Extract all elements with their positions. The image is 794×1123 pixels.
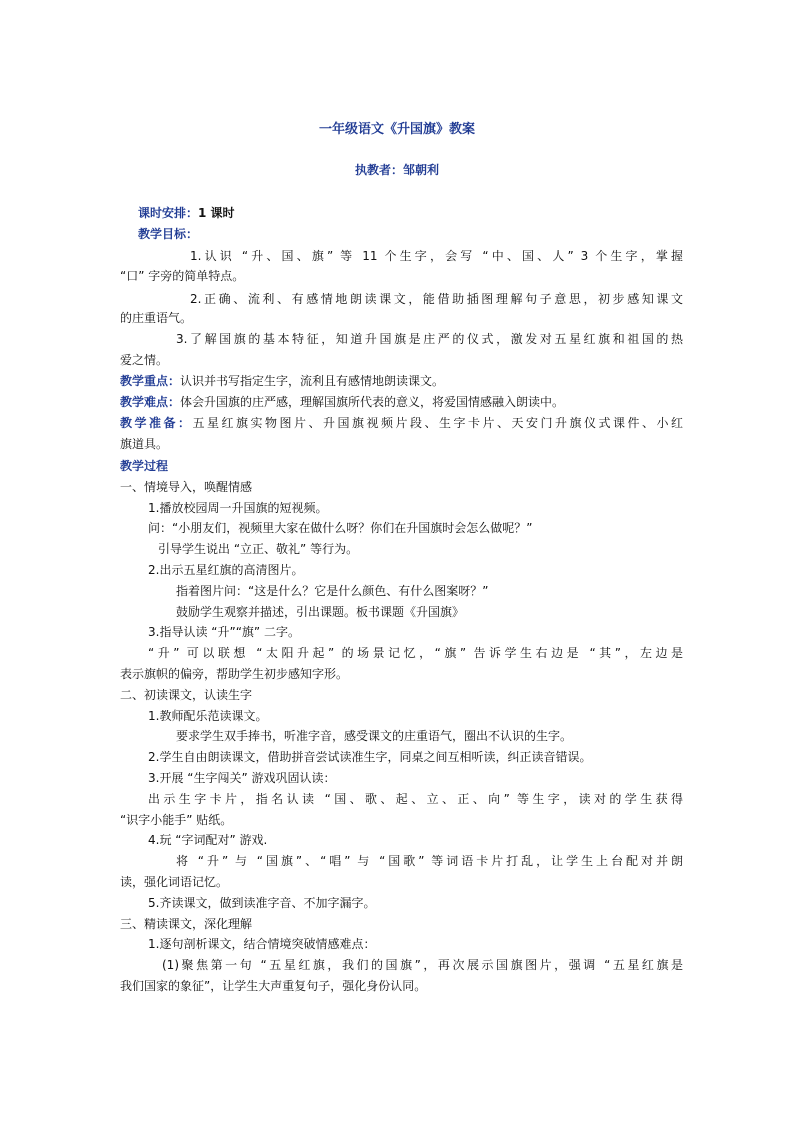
preparation-value-1: 五星红旗实物图片、升国旗视频片段、生字卡片、天安门升旗仪式课件、小红 [192, 416, 683, 430]
section-3-line: 1.逐句剖析课文，结合情境突破情感难点： [148, 937, 376, 951]
section-1-line: 引导学生说出 “立正、敬礼” 等行为。 [158, 542, 359, 556]
goals-label: 教学目标： [138, 227, 199, 241]
section-2-line: 将 “升” 与 “国旗”、“唱” 与 “国歌” 等词语卡片打乱，让学生上台配对并朗 [176, 854, 683, 868]
section-2-line: 1.教师配乐范读课文。 [148, 709, 268, 723]
section-1-heading: 一、情境导入，唤醒情感 [120, 480, 253, 494]
section-1-line: 3.指导认读 “升”“旗” 二字。 [148, 625, 300, 639]
schedule-value: 1 课时 [198, 206, 235, 220]
section-1-line: 指着图片问：“这是什么？它是什么颜色、有什么图案呀？” [176, 584, 489, 598]
section-3-line: 我们国家的象征”，让学生大声重复句子，强化身份认同。 [120, 979, 427, 993]
section-3-line: (1)聚焦第一句 “五星红旗，我们的国旗”，再次展示国旗图片，强调 “五星红旗是 [162, 958, 683, 972]
section-2-line: 4.玩 “字词配对” 游戏. [148, 833, 268, 847]
section-2-heading: 二、初读课文，认读生字 [120, 688, 253, 702]
preparation-line-1 [120, 415, 683, 431]
section-1-line: 表示旗帜的偏旁，帮助学生初步感知字形。 [120, 667, 349, 681]
section-2-line: “识字小能手” 贴纸。 [120, 813, 233, 827]
section-1-line: 1.播放校园周一升国旗的短视频。 [148, 501, 328, 515]
key-point-label: 教学重点： [120, 374, 181, 388]
section-2-line: 5.齐读课文，做到读准字音、不加字漏字。 [148, 896, 376, 910]
section-1-line: 2.出示五星红旗的高清图片。 [148, 563, 304, 577]
schedule-label: 课时安排： [138, 206, 199, 220]
key-point-value: 认识并书写指定生字，流利且有感情地朗读课文。 [180, 374, 445, 388]
section-1-line: 鼓励学生观察并描述，引出课题。板书课题《升国旗》 [176, 605, 465, 619]
document-author: 执教者：邹朝利 [354, 163, 439, 177]
goal-1-line-1: 1.认识 “升、国、旗” 等 11 个生字，会写 “中、国、人” 3 个生字，掌握 [190, 249, 683, 263]
difficulty-label: 教学难点： [120, 395, 181, 409]
section-2-line: 出示生字卡片，指名认读 “国、歌、起、立、正、向” 等生字，读对的学生获得 [148, 792, 683, 806]
difficulty-value: 体会升国旗的庄严感，理解国旗所代表的意义，将爱国情感融入朗读中。 [180, 395, 565, 409]
difficulty-line [120, 394, 564, 410]
section-2-line: 要求学生双手捧书，听准字音，感受课文的庄重语气，圈出不认识的生字。 [176, 729, 573, 743]
process-label: 教学过程 [120, 459, 169, 473]
section-2-line: 读，强化词语记忆。 [120, 875, 229, 889]
goal-3-line-1: 3.了解国旗的基本特征，知道升国旗是庄严的仪式，激发对五星红旗和祖国的热 [176, 332, 683, 346]
section-1-line: “升” 可以联想 “太阳升起” 的场景记忆，“旗” 告诉学生右边是 “其”，左边是 [148, 646, 683, 660]
section-2-line: 2.学生自由朗读课文，借助拼音尝试读准生字，同桌之间互相听读，纠正读音错误。 [148, 750, 592, 764]
goal-2-line-2: 的庄重语气。 [120, 311, 193, 325]
preparation-line-2: 旗道具。 [120, 437, 169, 451]
schedule-line [138, 205, 235, 221]
section-3-heading: 三、精读课文，深化理解 [120, 917, 253, 931]
key-point-line [120, 373, 444, 389]
goal-3-line-2: 爱之情。 [120, 353, 169, 367]
section-1-line: 问：“小朋友们，视频里大家在做什么呀？你们在升国旗时会怎么做呢？” [148, 521, 533, 535]
document-title: 一年级语文《升国旗》教案 [318, 122, 475, 137]
goal-1-line-2: “口” 字旁的简单特点。 [120, 269, 245, 283]
goal-2-line-1: 2.正确、流利、有感情地朗读课文，能借助插图理解句子意思，初步感知课文 [190, 292, 683, 306]
section-2-line: 3.开展 “生字闯关” 游戏巩固认读： [148, 771, 336, 785]
preparation-label: 教学准备： [120, 416, 193, 430]
